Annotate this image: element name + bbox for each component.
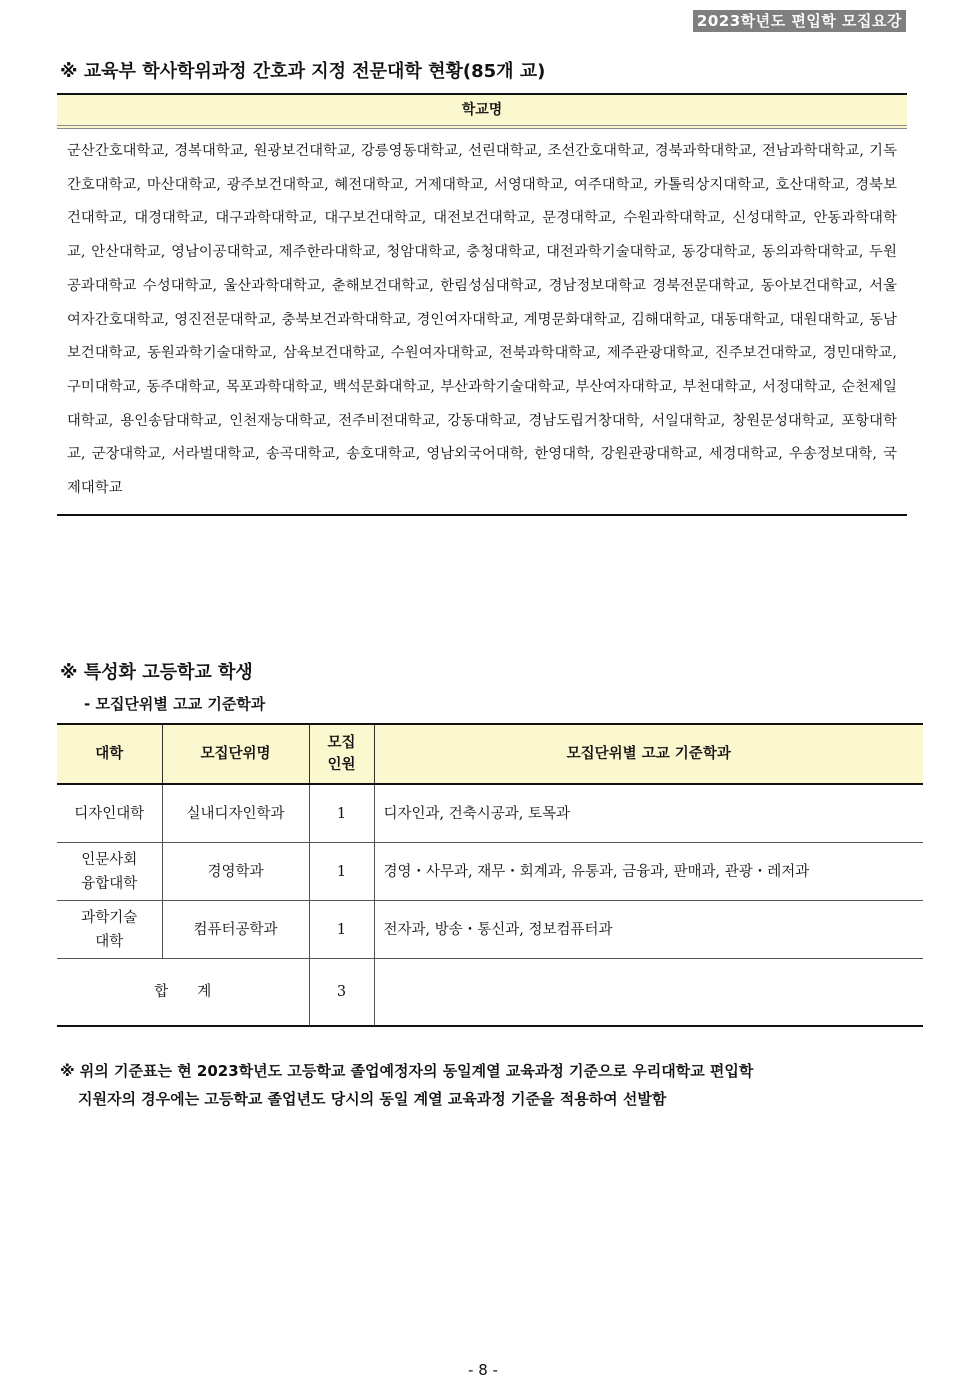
- total-label: 합 계: [57, 959, 309, 1027]
- section-title-vocational-students: ※ 특성화 고등학교 학생: [60, 662, 253, 683]
- college-name-line1: 디자인대학: [74, 805, 145, 822]
- document-header-badge: 2023학년도 편입학 모집요강: [693, 10, 906, 32]
- header-college: 대학: [57, 724, 162, 784]
- note-line2: 지원자의 경우에는 고등학교 졸업년도 당시의 동일 계열 교육과정 기준을 적용하여 선발함: [78, 1090, 667, 1108]
- college-name-line2: 융합대학: [81, 875, 138, 892]
- cell-departments: 디자인과, 건축시공과, 토목과: [374, 784, 923, 843]
- cell-unit: 경영학과: [162, 843, 309, 901]
- table-header-row: [57, 724, 923, 784]
- page-number: - 8 -: [468, 1361, 498, 1379]
- header-departments: 모집단위별 고교 기준학과: [374, 724, 923, 784]
- header-quota-line2: 인원: [327, 757, 356, 773]
- total-quota: 3: [309, 959, 374, 1027]
- cell-unit: 실내디자인학과: [162, 784, 309, 843]
- table-row: [57, 901, 923, 959]
- cell-college: [57, 784, 162, 843]
- cell-departments: 경영・사무과, 재무・회계과, 유통과, 금융과, 판매과, 관광・레저과: [374, 843, 923, 901]
- criteria-note: [60, 1057, 910, 1113]
- cell-quota: 1: [309, 901, 374, 959]
- note-line1: ※ 위의 기준표는 현 2023학년도 고등학교 졸업예정자의 동일계열 교육과정 기준으로 우리대학교 편입학: [60, 1062, 754, 1080]
- nursing-college-list-table: [57, 93, 907, 516]
- cell-quota: 1: [309, 843, 374, 901]
- cell-unit: 컴퓨터공학과: [162, 901, 309, 959]
- college-name-line1: 과학기술: [81, 909, 138, 926]
- total-empty-cell: [374, 959, 923, 1027]
- header-quota-line1: 모집: [327, 735, 356, 751]
- cell-quota: 1: [309, 784, 374, 843]
- department-criteria-table: [57, 723, 923, 1027]
- table-total-row: [57, 959, 923, 1027]
- header-unit: 모집단위명: [162, 724, 309, 784]
- cell-college: [57, 843, 162, 901]
- section-title-nursing-colleges: ※ 교육부 학사학위과정 간호과 지정 전문대학 현황(85개 교): [60, 61, 546, 82]
- table-row: [57, 843, 923, 901]
- college-name-line2: 대학: [95, 933, 124, 950]
- header-quota: [309, 724, 374, 784]
- college-name-list: 군산간호대학교, 경복대학교, 원광보건대학교, 강릉영동대학교, 선린대학교, 조선간호대학교, 경북과학대학교, 전남과학대학교, 기독간호대학교, 마산대학교, 광주보건대학교, 혜전대학교, 거제대학교, 서영대학교, 여주대학교, 카톨릭상지대학교, 호산대학교, 경북보건대학교, 대경대학교, 대구과학대학교, 대구보건대학교, 대전보건대학교, 문경대학교, 수원과학대학교, 신성대학교, 안동과학대학교, 안산대학교, 영남이공대학교, 제주한라대학교, 청암대학교, 충청대학교, 대전과학기술대학교, 동강대학교, 동의과학대학교, 두원공과대학교 수성대학교, 울산과학대학교, 춘해보건대학교, 한림성심대학교, 경남정보대학교 경북전문대학교, 동아보건대학교, 서울여자간호대학교, 영진전문대학교, 충북보건과학대학교, 경인여자대학교, 계명문화대학교, 김해대학교, 대동대학교, 대원대학교, 동남보건대학교, 동원과학기술대학교, 삼육보건대학교, 수원여자대학교, 전북과학대학교, 제주관광대학교, 진주보건대학교, 경민대학교, 구미대학교, 동주대학교, 목포과학대학교, 백석문화대학교, 부산과학기술대학교, 부산여자대학교, 부천대학교, 서정대학교, 순천제일대학교, 용인송담대학교, 인천재능대학교, 전주비전대학교, 강동대학교, 경남도립거창대학, 서일대학교, 창원문성대학교, 포항대학교, 군장대학교, 서라벌대학교, 송곡대학교, 송호대학교, 영남외국어대학, 한영대학, 강원관광대학교, 세경대학교, 우송정보대학, 국제대학교: [67, 143, 897, 497]
- cell-departments: 전자과, 방송・통신과, 정보컴퓨터과: [374, 901, 923, 959]
- college-name-line1: 인문사회: [81, 851, 138, 868]
- list-column-header: 학교명: [57, 95, 907, 129]
- cell-college: [57, 901, 162, 959]
- section-subtitle: - 모집단위별 고교 기준학과: [84, 695, 266, 713]
- table-row: [57, 784, 923, 843]
